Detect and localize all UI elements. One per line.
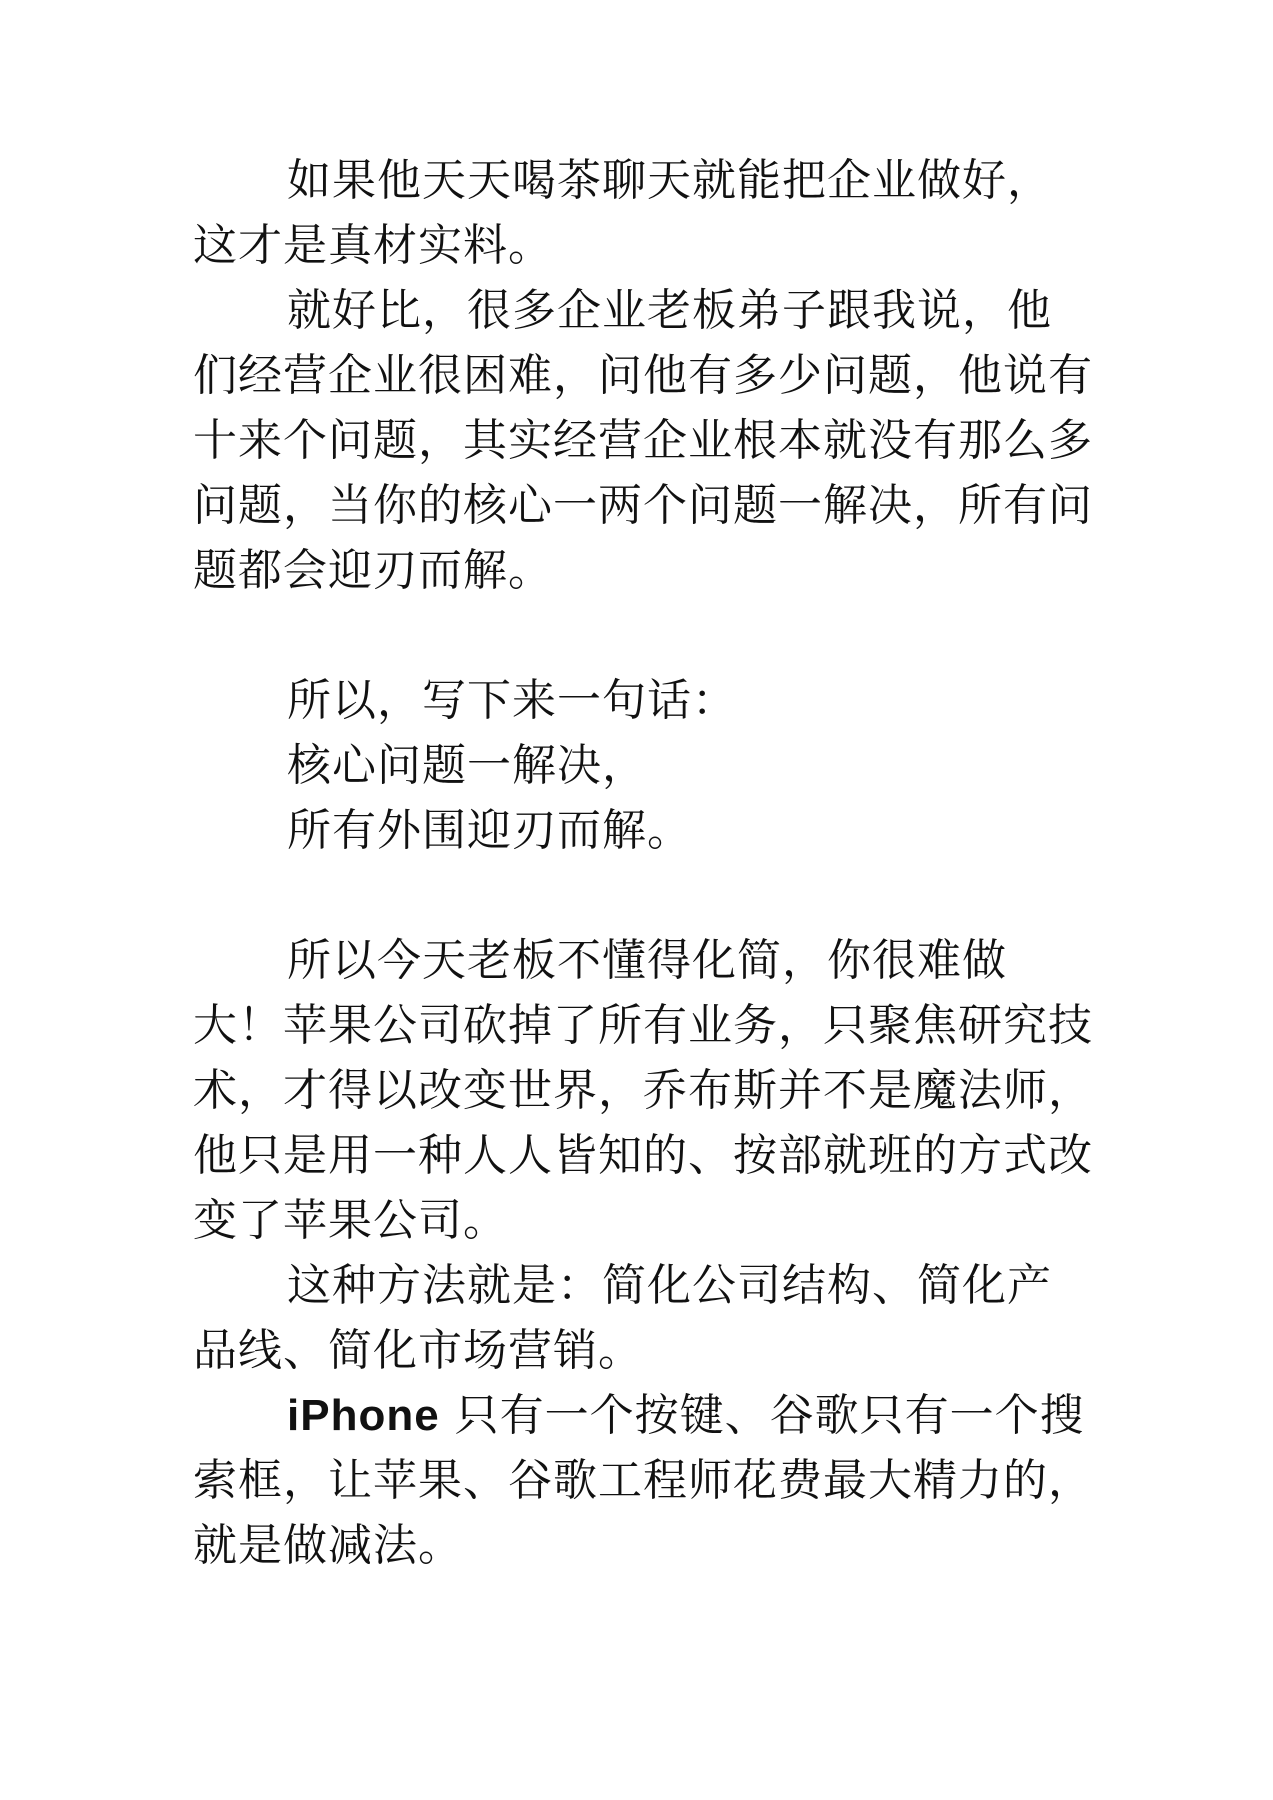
blank-line: [193, 603, 1093, 668]
paragraph-4: 核心问题一解决，: [287, 740, 647, 791]
paragraph-7: 这种方法就是：简化公司结构、简化产品线、简化市场营销。: [193, 1260, 1052, 1376]
paragraph-2: 就好比，很多企业老板弟子跟我说，他们经营企业很困难，问他有多少问题，他说有十来个问题，其实经营企业根本就没有那么多问题，当你的核心一两个问题一解决，所有问题都会迎刃而解。: [193, 285, 1093, 596]
paragraph-5: 所有外围迎刃而解。: [287, 805, 692, 856]
document-body: [193, 148, 1093, 1578]
paragraph-8: [193, 1383, 1093, 1578]
paragraph-3: 所以，写下来一句话：: [287, 675, 737, 726]
blank-line: [193, 863, 1093, 928]
paragraph-6: 所以今天老板不懂得化简，你很难做大！苹果公司砍掉了所有业务，只聚焦研究技术，才得以改变世界，乔布斯并不是魔法师，他只是用一种人人皆知的、按部就班的方式改变了苹果公司。: [193, 935, 1093, 1246]
paragraph-1: 如果他天天喝茶聊天就能把企业做好，这才是真材实料。: [193, 155, 1052, 271]
paragraph-8-text: 只有一个按键、谷歌只有一个搜索框，让苹果、谷歌工程师花费最大精力的，就是做减法。: [193, 1390, 1093, 1571]
iphone-term: iPhone: [287, 1391, 440, 1440]
